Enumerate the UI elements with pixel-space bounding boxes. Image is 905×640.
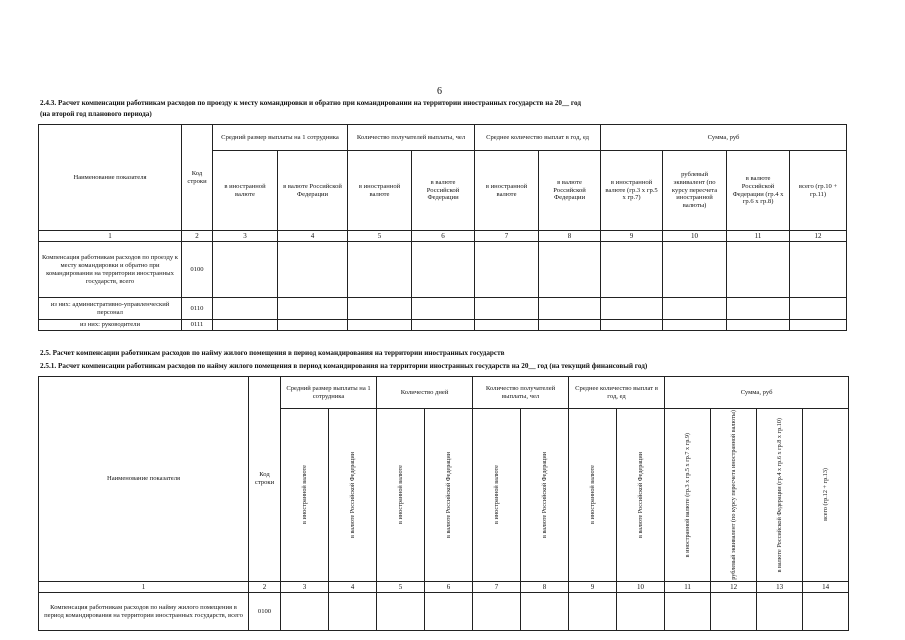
row-code: 0100 (182, 242, 213, 298)
data-cell[interactable] (348, 298, 412, 320)
section-title-2-5: 2.5. Расчет компенсации работникам расходов по найму жилого помещения в период командирования на территории иностранных государств (40, 349, 505, 357)
column-number: 3 (281, 581, 329, 592)
header-sum-foreign: в иностранной валюте (гр.3 x гр.5 x гр.7 x гр.9) (684, 432, 691, 558)
data-cell[interactable] (790, 320, 847, 331)
header-sum-rub-equiv: рублевый эквивалент (по курсу пересчета иностранной валюты) (663, 151, 727, 231)
data-cell[interactable] (663, 242, 727, 298)
header-rub-currency: в валюте Российской Федерации (540, 451, 548, 538)
data-cell[interactable] (790, 242, 847, 298)
header-avg-count: Среднее количество выплат в год, ед (569, 377, 665, 409)
section-subtitle-2-4-3: (на второй год планового периода) (40, 110, 152, 118)
row-name: Компенсация работникам расходов по проезду к месту командировки и обратно при командировании на территории иностранных государств, всего (39, 242, 182, 298)
data-cell[interactable] (475, 298, 539, 320)
header-sum-rub: в валюте Российской Федерации (гр.4 x гр.6 x гр.8 x гр.10) (776, 417, 783, 573)
column-number: 6 (412, 231, 475, 242)
header-sum-foreign: в иностранной валюте (гр.3 x гр.5 x гр.7) (601, 151, 663, 231)
header-rub-currency: в валюте Российской Федерации (636, 451, 644, 538)
column-number: 8 (521, 581, 569, 592)
header-name: Наименование показателя (39, 125, 182, 231)
data-cell[interactable] (281, 593, 329, 631)
column-number: 2 (249, 581, 281, 592)
data-cell[interactable] (412, 242, 475, 298)
column-number: 10 (663, 231, 727, 242)
header-rub-currency: в валюте Российской Федерации (412, 151, 475, 231)
header-rub-currency: в валюте Российской Федерации (539, 151, 601, 231)
data-cell[interactable] (278, 298, 348, 320)
data-cell[interactable] (665, 593, 711, 631)
row-name: Компенсация работникам расходов по найму жилого помещения в период командирования на территории иностранных государств, всего (39, 593, 249, 631)
header-foreign-currency: в иностранной валюте (492, 465, 500, 525)
data-cell[interactable] (348, 320, 412, 331)
section-title-2-5-1: 2.5.1. Расчет компенсации работникам расходов по найму жилого помещения в период командирования на территории иностранных государств на 20__ год (на текущий финансовый год) (40, 362, 648, 370)
data-cell[interactable] (727, 298, 790, 320)
data-cell[interactable] (601, 320, 663, 331)
data-cell[interactable] (412, 298, 475, 320)
section-title-2-4-3: 2.4.3. Расчет компенсации работникам расходов по проезду к месту командировки и обратно при командировании на территории иностранных государств на 20__ год (40, 99, 582, 107)
data-cell[interactable] (377, 593, 425, 631)
data-cell[interactable] (727, 242, 790, 298)
data-cell[interactable] (213, 320, 278, 331)
header-sum-total: всего (гр.12 + гр.13) (822, 468, 829, 522)
column-number: 2 (182, 231, 213, 242)
data-cell[interactable] (757, 593, 803, 631)
compensation-housing-table (38, 376, 849, 631)
header-avg-payment: Средний размер выплаты на 1 сотрудника (213, 125, 348, 151)
column-number: 6 (425, 581, 473, 592)
page-number: 6 (437, 86, 442, 97)
data-cell[interactable] (711, 593, 757, 631)
data-cell[interactable] (803, 593, 849, 631)
data-cell[interactable] (329, 593, 377, 631)
header-avg-count: Среднее количество выплат в год, ед (475, 125, 601, 151)
column-number: 13 (757, 581, 803, 592)
row-name: из них: руководители (39, 320, 182, 331)
header-sum-total: всего (гр.10 + гр.11) (790, 151, 847, 231)
data-cell[interactable] (475, 320, 539, 331)
header-days: Количество дней (377, 377, 473, 409)
data-cell[interactable] (473, 593, 521, 631)
header-foreign-currency: в иностранной валюте (348, 151, 412, 231)
header-rub-currency: в валюте Российской Федерации (278, 151, 348, 231)
data-cell[interactable] (617, 593, 665, 631)
compensation-travel-table (38, 124, 847, 331)
data-cell[interactable] (475, 242, 539, 298)
row-code: 0110 (182, 298, 213, 320)
data-cell[interactable] (539, 320, 601, 331)
column-number: 1 (39, 581, 249, 592)
header-recipients: Количество получателей выплаты, чел (473, 377, 569, 409)
column-number: 14 (803, 581, 849, 592)
column-number: 11 (665, 581, 711, 592)
column-number: 11 (727, 231, 790, 242)
data-cell[interactable] (539, 298, 601, 320)
data-cell[interactable] (601, 298, 663, 320)
column-number: 5 (377, 581, 425, 592)
row-name: из них: административно-управленческий персонал (39, 298, 182, 320)
data-cell[interactable] (412, 320, 475, 331)
table-row (39, 298, 847, 320)
data-cell[interactable] (663, 298, 727, 320)
data-cell[interactable] (790, 298, 847, 320)
data-cell[interactable] (569, 593, 617, 631)
row-code: 0100 (249, 593, 281, 631)
data-cell[interactable] (727, 320, 790, 331)
data-cell[interactable] (213, 242, 278, 298)
data-cell[interactable] (663, 320, 727, 331)
data-cell[interactable] (278, 242, 348, 298)
data-cell[interactable] (521, 593, 569, 631)
table-row (39, 593, 849, 631)
header-foreign-currency: в иностранной валюте (475, 151, 539, 231)
column-number: 9 (601, 231, 663, 242)
header-sum: Сумма, руб (665, 377, 849, 409)
table-row (39, 242, 847, 298)
header-recipients: Количество получателей выплаты, чел (348, 125, 475, 151)
header-avg-payment: Средний размер выплаты на 1 сотрудника (281, 377, 377, 409)
column-number: 10 (617, 581, 665, 592)
data-cell[interactable] (348, 242, 412, 298)
header-code: Код строки (249, 377, 281, 582)
header-rub-currency: в валюте Российской Федерации (348, 451, 356, 538)
data-cell[interactable] (539, 242, 601, 298)
data-cell[interactable] (601, 242, 663, 298)
table-row (39, 320, 847, 331)
header-rub-currency: в валюте Российской Федерации (444, 451, 452, 538)
column-number: 7 (473, 581, 521, 592)
header-code: Код строки (182, 125, 213, 231)
header-foreign-currency: в иностранной валюте (300, 465, 308, 525)
column-number: 9 (569, 581, 617, 592)
header-name: Наименование показателя (39, 377, 249, 582)
data-cell[interactable] (213, 298, 278, 320)
column-number: 4 (329, 581, 377, 592)
column-number: 8 (539, 231, 601, 242)
row-code: 0111 (182, 320, 213, 331)
header-foreign-currency: в иностранной валюте (213, 151, 278, 231)
column-number: 5 (348, 231, 412, 242)
header-sum-rub: в валюте Российской Федерации (гр.4 x гр.6 x гр.8) (727, 151, 790, 231)
column-number: 4 (278, 231, 348, 242)
column-number: 1 (39, 231, 182, 242)
header-foreign-currency: в иностранной валюте (396, 465, 404, 525)
header-foreign-currency: в иностранной валюте (588, 465, 596, 525)
column-number: 7 (475, 231, 539, 242)
header-sum-rub-equiv: рублевый эквивалент (по курсу пересчета иностранной валюты) (730, 410, 737, 580)
column-number: 12 (790, 231, 847, 242)
header-sum: Сумма, руб (601, 125, 847, 151)
column-number: 12 (711, 581, 757, 592)
data-cell[interactable] (425, 593, 473, 631)
column-number: 3 (213, 231, 278, 242)
data-cell[interactable] (278, 320, 348, 331)
